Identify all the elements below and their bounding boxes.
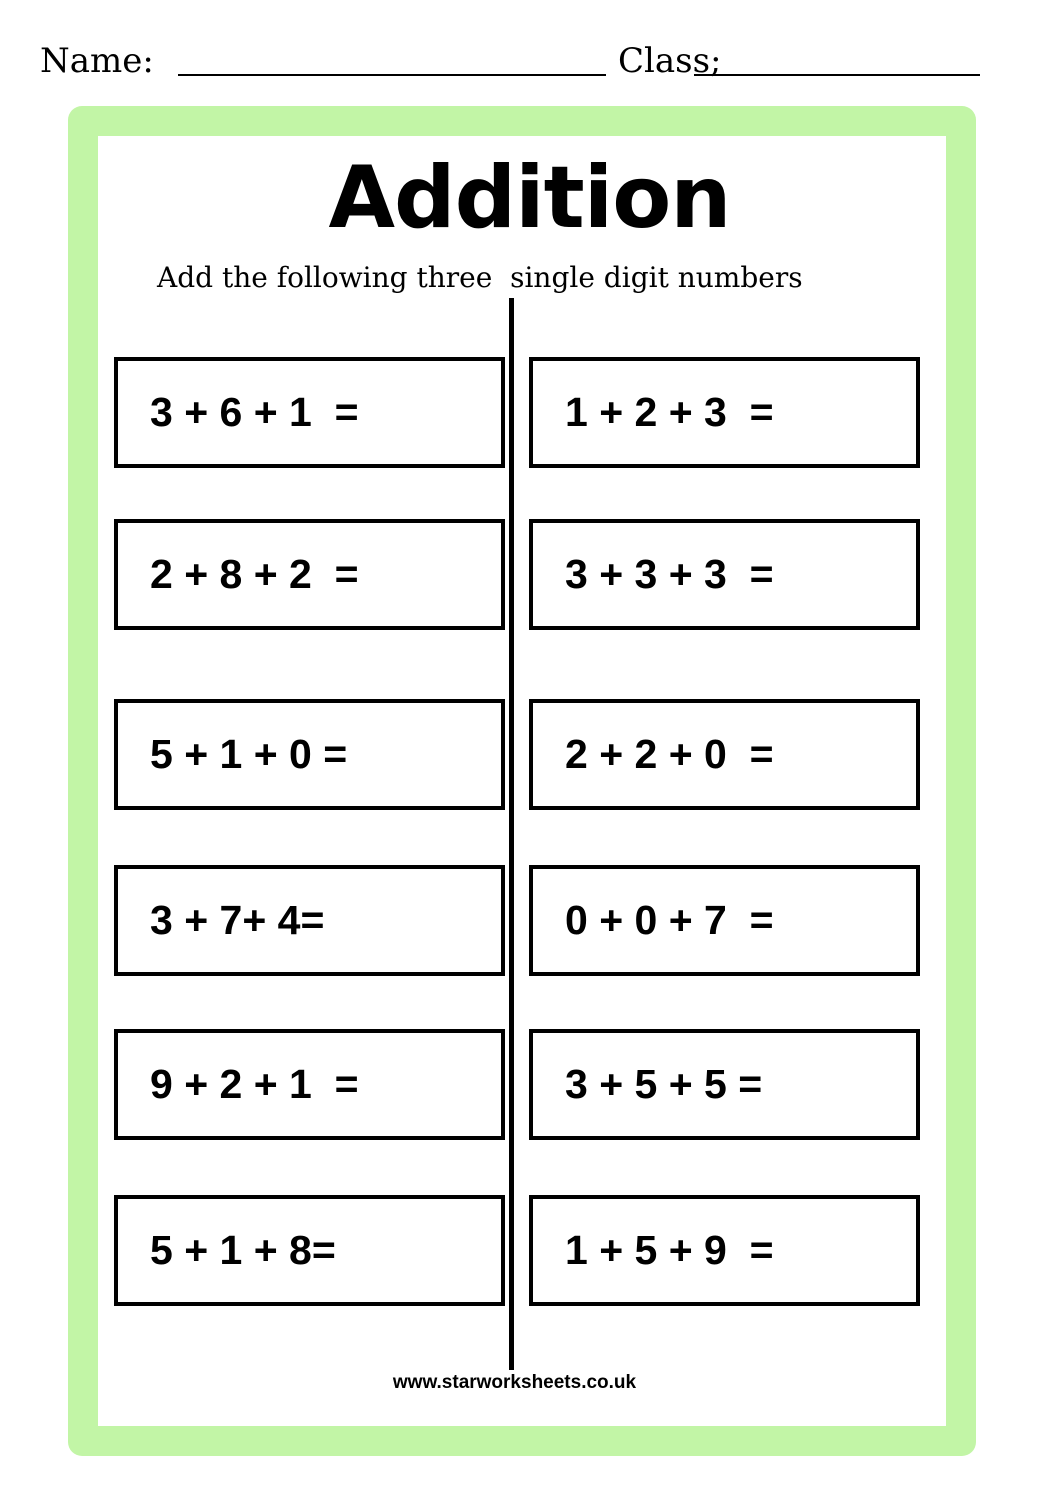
column-divider [509,298,514,1370]
problem-box[interactable] [529,1195,920,1306]
problem-box[interactable] [114,357,505,468]
problem-box[interactable] [529,519,920,630]
problem-box[interactable] [114,519,505,630]
problem-box[interactable] [114,865,505,976]
class-label: Class; [618,41,722,81]
problem-equation: 5 + 1 + 0 = [150,731,348,777]
problem-equation: 3 + 7+ 4= [150,897,325,943]
problem-equation: 1 + 2 + 3 = [565,389,774,435]
problem-equation: 3 + 3 + 3 = [565,551,774,597]
problem-box[interactable] [529,357,920,468]
problem-box[interactable] [114,699,505,810]
problem-box[interactable] [114,1195,505,1306]
instruction-text: Add the following three single digit numbers [157,261,803,294]
problem-equation: 9 + 2 + 1 = [150,1061,359,1107]
name-blank-line[interactable] [178,74,606,76]
website-footer: www.starworksheets.co.uk [392,1372,637,1393]
problem-equation: 2 + 8 + 2 = [150,551,359,597]
problem-equation: 0 + 0 + 7 = [565,897,774,943]
problem-box[interactable] [529,699,920,810]
worksheet-header [40,38,1000,88]
name-label: Name: [40,41,154,81]
problem-equation: 3 + 6 + 1 = [150,389,359,435]
problem-equation: 1 + 5 + 9 = [565,1227,774,1273]
problem-equation: 3 + 5 + 5 = [565,1061,763,1107]
problem-equation: 2 + 2 + 0 = [565,731,774,777]
page-title: Addition [328,148,731,248]
problem-box[interactable] [529,865,920,976]
problem-box[interactable] [529,1029,920,1140]
class-blank-line[interactable] [694,74,980,76]
problem-box[interactable] [114,1029,505,1140]
problem-equation: 5 + 1 + 8= [150,1227,336,1273]
